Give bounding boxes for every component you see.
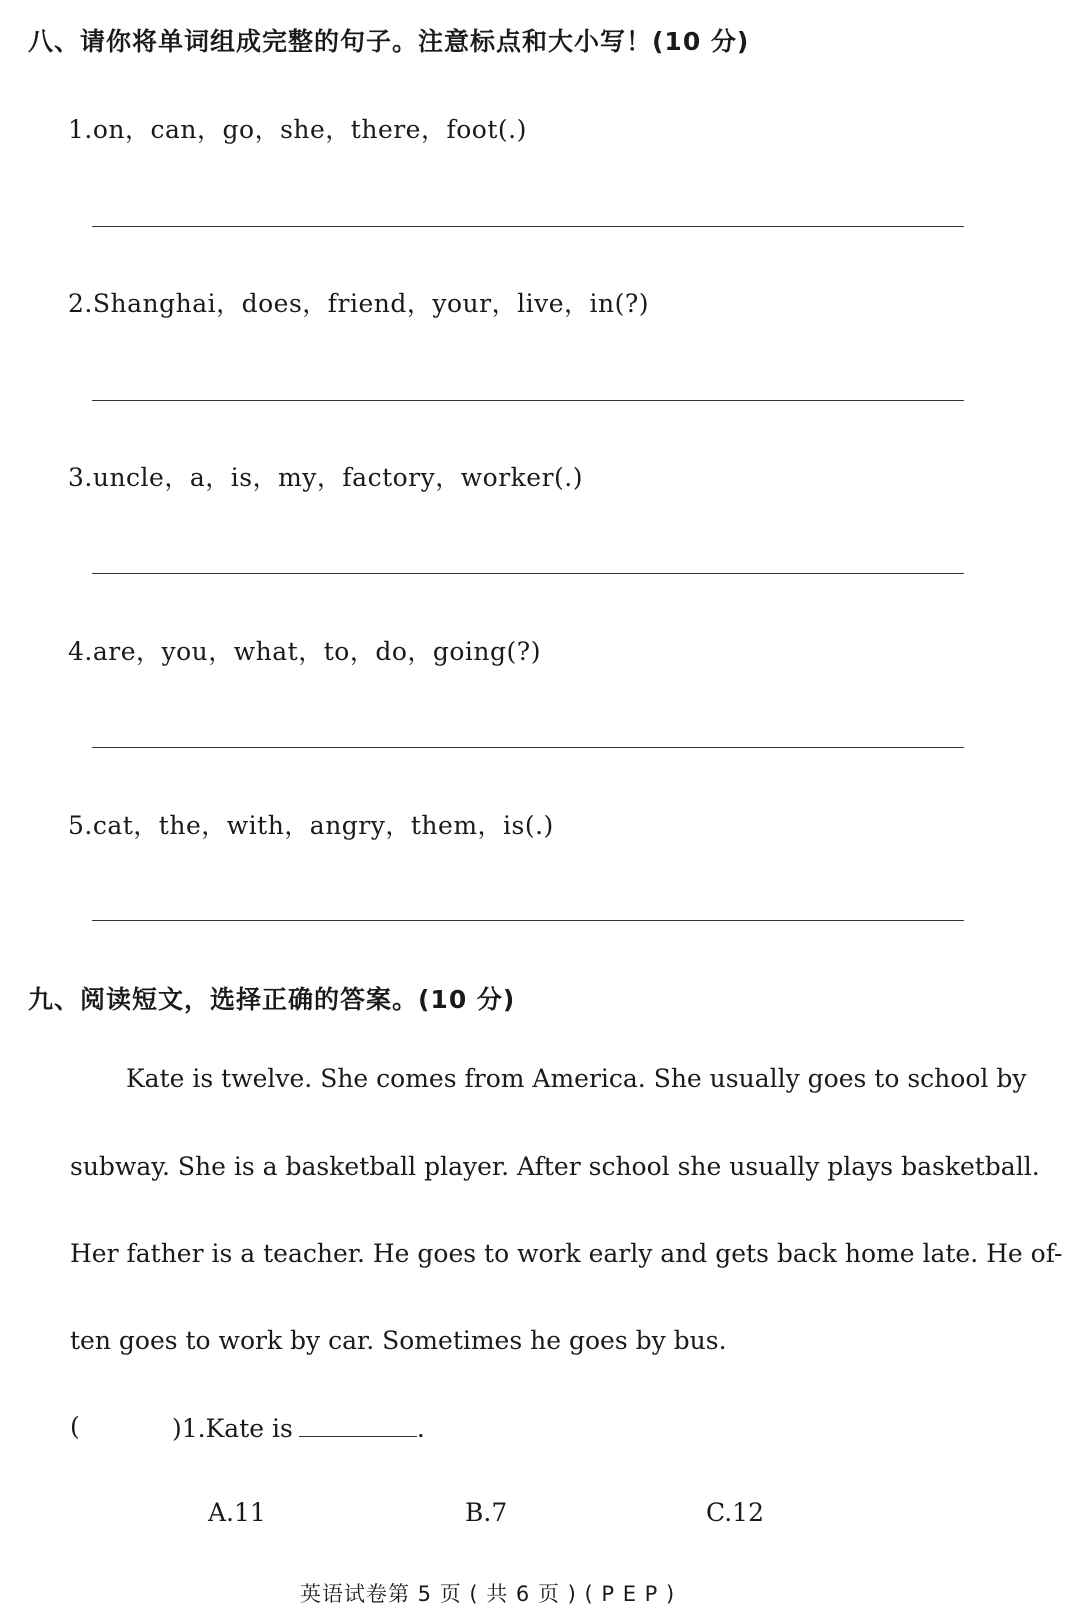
answer-line-3[interactable] (92, 573, 964, 574)
answer-line-4[interactable] (92, 747, 964, 748)
option-b[interactable]: B.7 (465, 1498, 508, 1527)
question-1-stem: 1.Kate is (181, 1414, 293, 1443)
answer-line-5[interactable] (92, 920, 964, 921)
question-1-text (172, 1412, 425, 1443)
section-9-title: 九、阅读短文，选择正确的答案。(10 分) (28, 985, 516, 1014)
sentence-item-3: 3.uncle，a，is，my，factory，worker(.) (68, 463, 583, 492)
answer-line-1[interactable] (92, 226, 964, 227)
passage-line-3: Her father is a teacher. He goes to work early and gets back home late. He of- (70, 1239, 1063, 1268)
answer-line-2[interactable] (92, 400, 964, 401)
option-a[interactable]: A.11 (208, 1498, 266, 1527)
passage-line-2: subway. She is a basketball player. After school she usually plays basketball. (70, 1152, 1040, 1181)
sentence-item-1: 1.on，can，go，she，there，foot(.) (68, 115, 527, 144)
question-1-blank[interactable] (299, 1412, 417, 1437)
sentence-item-5: 5.cat，the，with，angry，them，is(.) (68, 811, 554, 840)
sentence-item-2: 2.Shanghai，does，friend，your，live，in(?) (68, 289, 650, 318)
answer-paren-close: ) (172, 1414, 182, 1443)
answer-paren-open: ( (70, 1412, 80, 1441)
section-8-title: 八、请你将单词组成完整的句子。注意标点和大小写！(10 分) (28, 27, 750, 56)
passage-line-4: ten goes to work by car. Sometimes he goes by bus. (70, 1326, 727, 1355)
page-footer: 英语试卷第 5 页 ( 共 6 页 ) ( P E P ) (300, 1582, 676, 1606)
question-1-period: . (416, 1414, 425, 1443)
passage-line-1: Kate is twelve. She comes from America. She usually goes to school by (126, 1064, 1027, 1093)
sentence-item-4: 4.are，you，what，to，do，going(?) (68, 637, 541, 666)
option-c[interactable]: C.12 (706, 1498, 764, 1527)
